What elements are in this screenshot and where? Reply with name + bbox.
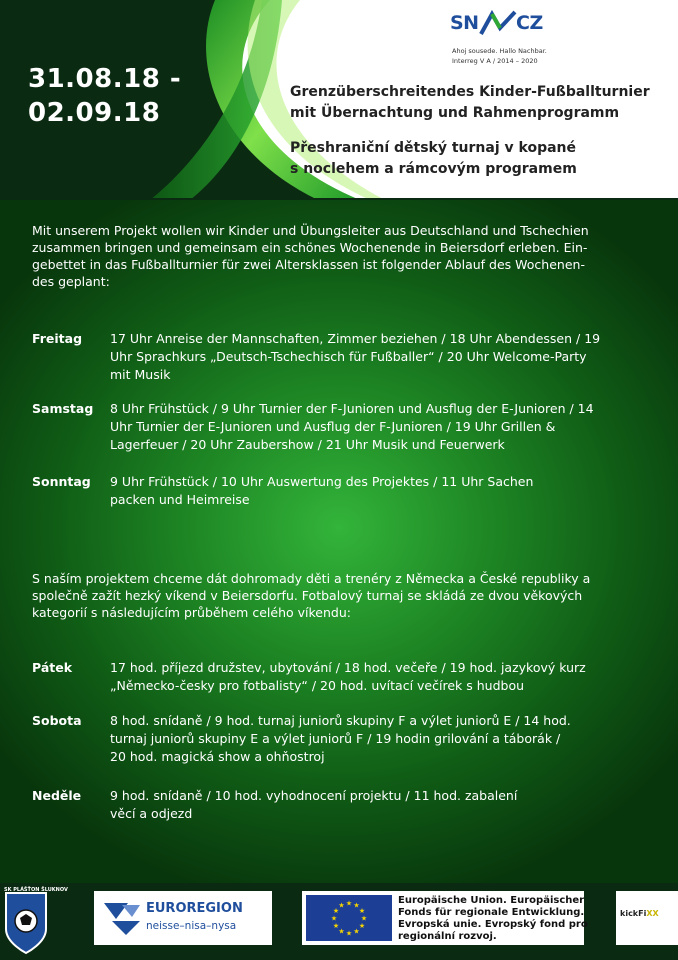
sponsor-footer bbox=[0, 883, 678, 960]
logo-tagline-1: Ahoj sousede. Hallo Nachbar. bbox=[452, 47, 547, 55]
euroregion-name: EUROREGION bbox=[146, 901, 243, 916]
eu-star-icon: ★ bbox=[353, 927, 360, 936]
eu-flag bbox=[306, 895, 392, 941]
kickfit-text-a: kickFi bbox=[620, 909, 647, 918]
desc-line: 8 Uhr Frühstück / 9 Uhr Turnier der F-Junioren und Ausflug der E-Junioren / 14 bbox=[110, 401, 594, 416]
title-czech bbox=[290, 138, 577, 180]
eu-star-icon: ★ bbox=[358, 907, 366, 915]
day-description bbox=[110, 400, 650, 454]
desc-line: 8 hod. snídaně / 9 hod. turnaj juniorů skupiny F a výlet juniorů E / 14 hod. bbox=[110, 713, 571, 728]
title-cz-line-1: Přeshraniční dětský turnaj v kopané bbox=[290, 140, 577, 156]
event-dates bbox=[28, 62, 181, 130]
day-description bbox=[110, 787, 650, 823]
eu-fund-text bbox=[398, 895, 588, 943]
day-label: Sobota bbox=[32, 713, 82, 728]
desc-line: packen und Heimreise bbox=[110, 492, 250, 507]
logo-tagline-2: Interreg V A / 2014 – 2020 bbox=[452, 57, 538, 65]
czech-intro bbox=[32, 570, 652, 621]
desc-line: Lagerfeuer / 20 Uhr Zaubershow / 21 Uhr Musik und Feuerwerk bbox=[110, 437, 505, 452]
desc-line: 17 Uhr Anreise der Mannschaften, Zimmer beziehen / 18 Uhr Abendessen / 19 bbox=[110, 331, 601, 346]
day-label: Freitag bbox=[32, 331, 83, 346]
desc-line: 20 hod. magická show a ohňostroj bbox=[110, 749, 325, 764]
eu-star-icon: ★ bbox=[353, 901, 360, 910]
eu-star-icon: ★ bbox=[338, 927, 345, 936]
logo-sn: SN bbox=[450, 12, 479, 34]
title-de-line-1: Grenzüberschreitendes Kinder-Fußballturnier bbox=[290, 84, 650, 100]
desc-line: mit Musik bbox=[110, 367, 171, 382]
eu-funding-logo bbox=[302, 891, 588, 945]
desc-line: „Německo-česky pro fotbalisty“ / 20 hod. uvítací večírek s hudbou bbox=[110, 678, 525, 693]
desc-line: 17 hod. příjezd družstev, ubytování / 18 hod. večeře / 19 hod. jazykový kurz bbox=[110, 660, 586, 675]
german-intro-line: des geplant: bbox=[32, 274, 110, 289]
day-label: Pátek bbox=[32, 660, 73, 675]
logo-cz: CZ bbox=[516, 12, 543, 34]
desc-line: věcí a odjezd bbox=[110, 806, 193, 821]
logo-zigzag-icon bbox=[480, 10, 516, 36]
day-description bbox=[110, 712, 650, 766]
day-label: Samstag bbox=[32, 401, 94, 416]
eu-star-icon: ★ bbox=[345, 929, 353, 938]
day-description bbox=[110, 659, 650, 695]
logo-tagline bbox=[452, 46, 572, 66]
euroregion-logo bbox=[94, 891, 272, 945]
day-description bbox=[110, 473, 650, 509]
desc-line: turnaj juniorů skupiny E a výlet juniorů F / 19 hodin grilování a táborák / bbox=[110, 731, 561, 746]
czech-intro-line: kategorií s následujícím průběhem celého víkendu: bbox=[32, 605, 351, 620]
czech-intro-line: S naším projektem chceme dát dohromady děti a trenéry z Německa a České republiky a bbox=[32, 571, 591, 586]
german-intro-line: gebettet in das Fußballturnier für zwei Altersklassen ist folgender Ablauf des Wochenen- bbox=[32, 257, 585, 272]
eu-star-icon: ★ bbox=[360, 914, 368, 923]
desc-line: Uhr Sprachkurs „Deutsch-Tschechisch für Fußballer“ / 20 Uhr Welcome-Party bbox=[110, 349, 587, 364]
eu-star-icon: ★ bbox=[338, 901, 345, 910]
interreg-sn-cz-logo bbox=[450, 8, 560, 72]
desc-line: 9 Uhr Frühstück / 10 Uhr Auswertung des Projektes / 11 Uhr Sachen bbox=[110, 474, 534, 489]
eu-star-icon: ★ bbox=[358, 922, 366, 930]
eu-text-line: Fonds für regionale Entwicklung. bbox=[398, 907, 585, 918]
czech-intro-line: společně zažít hezký víkend v Beiersdorfu. Fotbalový turnaj se skládá ze dvou věkových bbox=[32, 588, 583, 603]
german-intro-line: Mit unserem Projekt wollen wir Kinder und Übungsleiter aus Deutschland und Tschechien bbox=[32, 223, 589, 238]
german-intro-line: zusammen bringen und gemeinsam ein schönes Wochenende in Beiersdorf erleben. Ein- bbox=[32, 240, 588, 255]
eu-star-icon: ★ bbox=[332, 922, 340, 930]
eu-star-icon: ★ bbox=[330, 914, 338, 923]
desc-line: Uhr Turnier der E-Junioren und Ausflug der F-Junioren / 19 Uhr Grillen & bbox=[110, 419, 556, 434]
date-start: 31.08.18 - bbox=[28, 64, 182, 94]
euroregion-symbol-icon bbox=[102, 899, 142, 937]
desc-line: 9 hod. snídaně / 10 hod. vyhodnocení projektu / 11 hod. zabalení bbox=[110, 788, 518, 803]
eu-text-line: Europäische Union. Europäischer bbox=[398, 895, 585, 906]
content-area bbox=[0, 200, 678, 883]
day-description bbox=[110, 330, 650, 384]
kickfit-logo bbox=[616, 891, 678, 945]
title-de-line-2: mit Übernachtung und Rahmenprogramm bbox=[290, 105, 620, 121]
kickfit-text-b: XX bbox=[646, 909, 659, 918]
title-cz-line-2: s noclehem a rámcovým programem bbox=[290, 161, 577, 177]
eu-star-icon: ★ bbox=[332, 907, 340, 915]
header bbox=[0, 0, 678, 200]
eu-stars-icon bbox=[306, 895, 392, 941]
day-label: Neděle bbox=[32, 788, 82, 803]
eu-star-icon: ★ bbox=[345, 899, 353, 908]
date-end: 02.09.18 bbox=[28, 98, 161, 128]
eu-text-line: regionální rozvoj. bbox=[398, 931, 497, 942]
day-label: Sonntag bbox=[32, 474, 91, 489]
club-name: SK PLÁŠŤON ŠLUKNOV bbox=[4, 887, 68, 893]
title-german bbox=[290, 82, 650, 124]
eu-text-line: Evropská unie. Evropský fond pro bbox=[398, 919, 588, 930]
euroregion-subtitle: neisse–nisa–nysa bbox=[146, 920, 237, 932]
german-intro bbox=[32, 222, 652, 290]
kickfit-wordmark bbox=[620, 909, 659, 918]
